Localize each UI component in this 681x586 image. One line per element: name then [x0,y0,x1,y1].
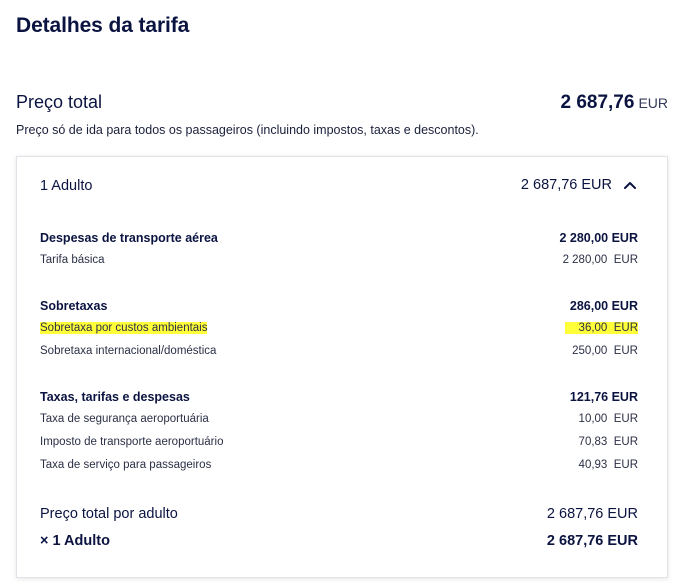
total-price-currency: EUR [638,95,668,111]
line-item [40,409,638,432]
section-amount: 2 280,00 EUR [559,231,638,245]
line-item-amount: 70,83 EUR [578,436,638,448]
line-item-label: Imposto de transporte aeroportuário [40,436,224,448]
total-price-label: Preço total [16,92,103,112]
passenger-amount: 2 687,76 EUR [520,177,612,193]
line-item-label: Sobretaxa por custos ambientais [40,322,208,334]
line-item [40,341,638,364]
line-item-amount: 40,93 EUR [578,459,638,471]
line-item-amount: 10,00 EUR [578,413,638,425]
total-price-value: 2 687,76 [560,92,635,113]
line-item-label: Tarifa básica [40,254,105,266]
line-item-label: Sobretaxa internacional/doméstica [40,345,217,357]
section-header [40,295,638,318]
line-item [40,318,638,341]
passenger-toggle[interactable] [40,176,638,198]
line-item-amount: 250,00 EUR [572,345,638,357]
multiplier-total-row [40,533,638,557]
line-item-amount: 36,00 EUR [565,322,638,334]
passenger-label: 1 Adulto [40,178,93,194]
line-item [40,250,638,273]
line-item [40,455,638,478]
section-taxes-fees [40,386,638,478]
per-adult-total-row [40,506,638,530]
fare-breakdown-card [16,156,668,578]
line-item [40,432,638,455]
multiplier-label: × 1 Adulto [40,533,110,549]
per-adult-total-label: Preço total por adulto [40,506,178,522]
section-title: Sobretaxas [40,299,108,313]
section-title: Despesas de transporte aérea [40,231,218,245]
section-surcharges [40,295,638,364]
section-amount: 121,76 EUR [569,390,638,404]
page-title: Detalhes da tarifa [16,14,190,37]
section-title: Taxas, tarifas e despesas [40,390,190,404]
multiplier-amount: 2 687,76 EUR [546,533,638,549]
section-amount: 286,00 EUR [569,299,638,313]
per-adult-total-amount: 2 687,76 EUR [546,506,638,522]
section-header [40,386,638,409]
line-item-label: Taxa de serviço para passageiros [40,459,212,471]
line-item-amount: 2 280,00 EUR [562,254,638,266]
passenger-amount-group [521,177,638,193]
line-item-label: Taxa de segurança aeroportuária [40,413,209,425]
chevron-up-icon[interactable] [622,177,638,193]
section-header [40,227,638,250]
total-price-row [16,90,668,116]
total-price-amount [560,92,668,114]
total-price-note: Preço só de ida para todos os passageiros (incluindo impostos, taxas e descontos). [16,123,479,137]
section-air-transport [40,227,638,273]
